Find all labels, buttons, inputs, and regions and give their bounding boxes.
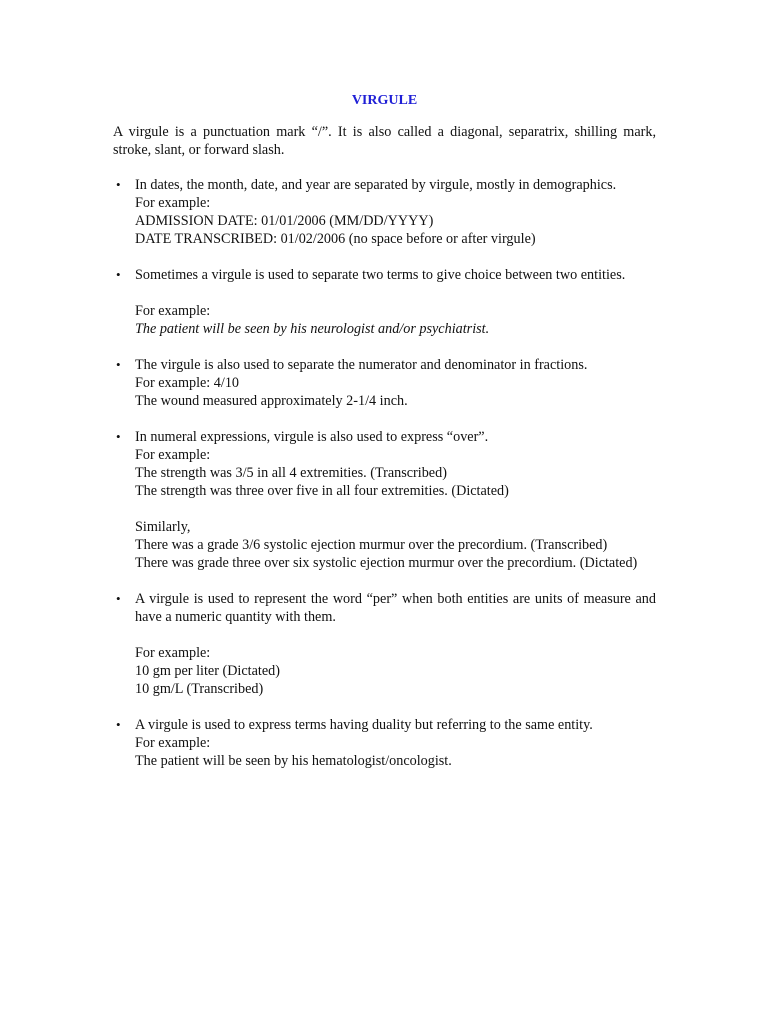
list-item-over (113, 428, 656, 572)
choice-example-label: For example: (135, 303, 211, 319)
per-example-label: For example: (135, 645, 211, 661)
choice-text: Sometimes a virgule is used to separate two terms to give choice between two entities. (135, 267, 626, 283)
list-item-fractions (113, 356, 656, 410)
fractions-example-label: For example: 4/10 (135, 375, 240, 391)
bullet-icon: • (116, 717, 121, 732)
bullet-icon: • (116, 591, 121, 606)
over-example-line-2: The strength was three over five in all four extremities. (Dictated) (135, 483, 509, 499)
intro-paragraph: A virgule is a punctuation mark “/”. It is also called a diagonal, separatrix, shilling mark, stroke, slant, or forward slash. (113, 124, 656, 158)
spacer (135, 500, 656, 518)
fractions-text: The virgule is also used to separate the numerator and denominator in fractions. (135, 357, 588, 373)
spacer (135, 626, 656, 644)
duality-example: The patient will be seen by his hematologist/oncologist. (135, 753, 452, 769)
dates-text: In dates, the month, date, and year are separated by virgule, mostly in demographics. (135, 177, 617, 193)
over-example-label: For example: (135, 447, 211, 463)
bullet-icon: • (116, 177, 121, 192)
per-example-line-2: 10 gm/L (Transcribed) (135, 681, 264, 697)
bullet-icon: • (116, 357, 121, 372)
bullet-icon: • (116, 267, 121, 282)
over-example-line-3: There was a grade 3/6 systolic ejection murmur over the precordium. (Transcribed) (135, 537, 608, 553)
spacer (135, 284, 656, 302)
per-text: A virgule is used to represent the word “per” when both entities are units of measure and have a numeric quantity with them. (135, 591, 656, 625)
fractions-example: The wound measured approximately 2-1/4 inch. (135, 393, 408, 409)
per-example-line-1: 10 gm per liter (Dictated) (135, 663, 280, 679)
page-title: VIRGULE (351, 93, 418, 108)
over-example-line-4: There was grade three over six systolic ejection murmur over the precordium. (Dictated) (135, 555, 638, 571)
list-item-duality (113, 716, 656, 770)
list-item-dates (113, 176, 656, 248)
choice-example: The patient will be seen by his neurologist and/or psychiatrist. (135, 321, 490, 337)
dates-example-label: For example: (135, 195, 211, 211)
duality-example-label: For example: (135, 735, 211, 751)
over-example-line-1: The strength was 3/5 in all 4 extremities. (Transcribed) (135, 465, 447, 481)
bullet-icon: • (116, 429, 121, 444)
over-text: In numeral expressions, virgule is also used to express “over”. (135, 429, 489, 445)
dates-example-line-2: DATE TRANSCRIBED: 01/02/2006 (no space before or after virgule) (135, 231, 536, 247)
dates-example-line-1: ADMISSION DATE: 01/01/2006 (MM/DD/YYYY) (135, 213, 434, 229)
list-item-per (113, 590, 656, 698)
document-page (113, 92, 656, 788)
duality-text: A virgule is used to express terms having duality but referring to the same entity. (135, 717, 593, 733)
over-similarly-label: Similarly, (135, 519, 191, 535)
list-item-choice (113, 266, 656, 338)
